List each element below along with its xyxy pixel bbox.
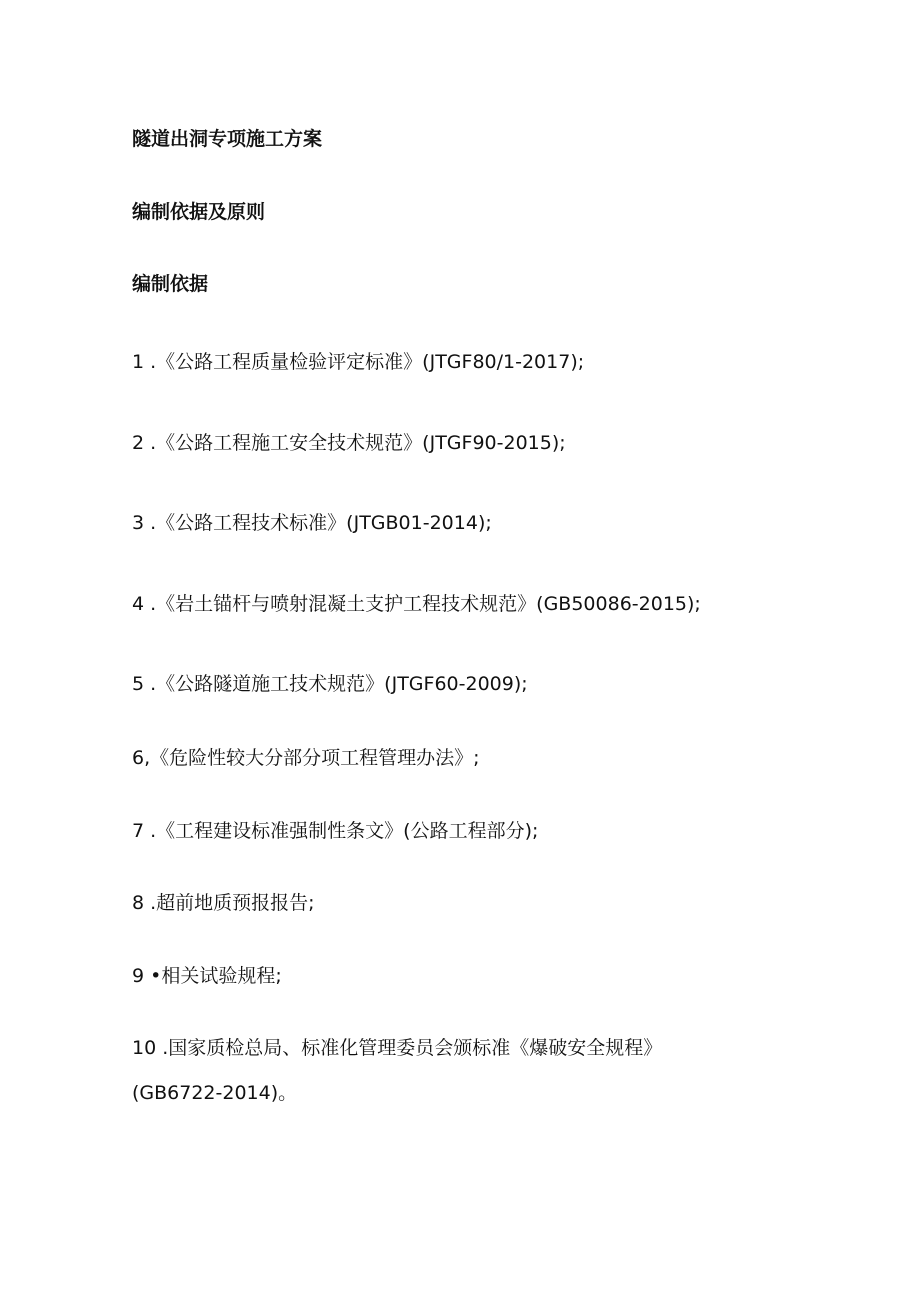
item-number: 7 [132, 820, 145, 842]
list-item [132, 672, 528, 696]
list-item [132, 592, 701, 616]
list-item [132, 350, 584, 374]
item-text: 《危险性较大分部分项工程管理办法》; [150, 747, 480, 769]
item-text: .《岩土锚杆与喷射混凝土支护工程技术规范》(GB50086-2015); [144, 593, 701, 615]
item-number: 9 [132, 965, 145, 987]
list-item-continuation: (GB6722-2014)。 [132, 1082, 298, 1104]
list-item [132, 964, 282, 988]
item-text: .《公路工程质量检验评定标准》(JTGF80/1-2017); [144, 351, 585, 373]
item-number: 2 [132, 432, 145, 454]
section-heading: 编制依据及原则 [132, 201, 266, 223]
document-title: 隧道出洞专项施工方案 [132, 128, 323, 150]
item-number: 4 [132, 593, 145, 615]
list-item [132, 431, 566, 455]
list-item [132, 511, 492, 535]
item-number: 5 [132, 673, 145, 695]
item-text: .《工程建设标准强制性条文》(公路工程部分); [144, 820, 539, 842]
item-number: 8 [132, 892, 145, 914]
item-number: 10 [132, 1037, 157, 1059]
list-item [132, 819, 538, 843]
item-number: 1 [132, 351, 145, 373]
subsection-heading: 编制依据 [132, 273, 209, 295]
item-text: .《公路工程技术标准》(JTGB01-2014); [144, 512, 492, 534]
item-text: •相关试验规程; [144, 965, 282, 987]
item-text: .《公路工程施工安全技术规范》(JTGF90-2015); [144, 432, 566, 454]
item-text: .超前地质预报报告; [144, 892, 315, 914]
item-number: 3 [132, 512, 145, 534]
list-item [132, 746, 480, 770]
list-item [132, 891, 315, 915]
item-text: .《公路隧道施工技术规范》(JTGF60-2009); [144, 673, 528, 695]
item-number: 6, [132, 747, 151, 769]
list-item [132, 1036, 662, 1060]
item-text: .国家质检总局、标准化管理委员会颁标准《爆破安全规程》 [156, 1037, 663, 1059]
